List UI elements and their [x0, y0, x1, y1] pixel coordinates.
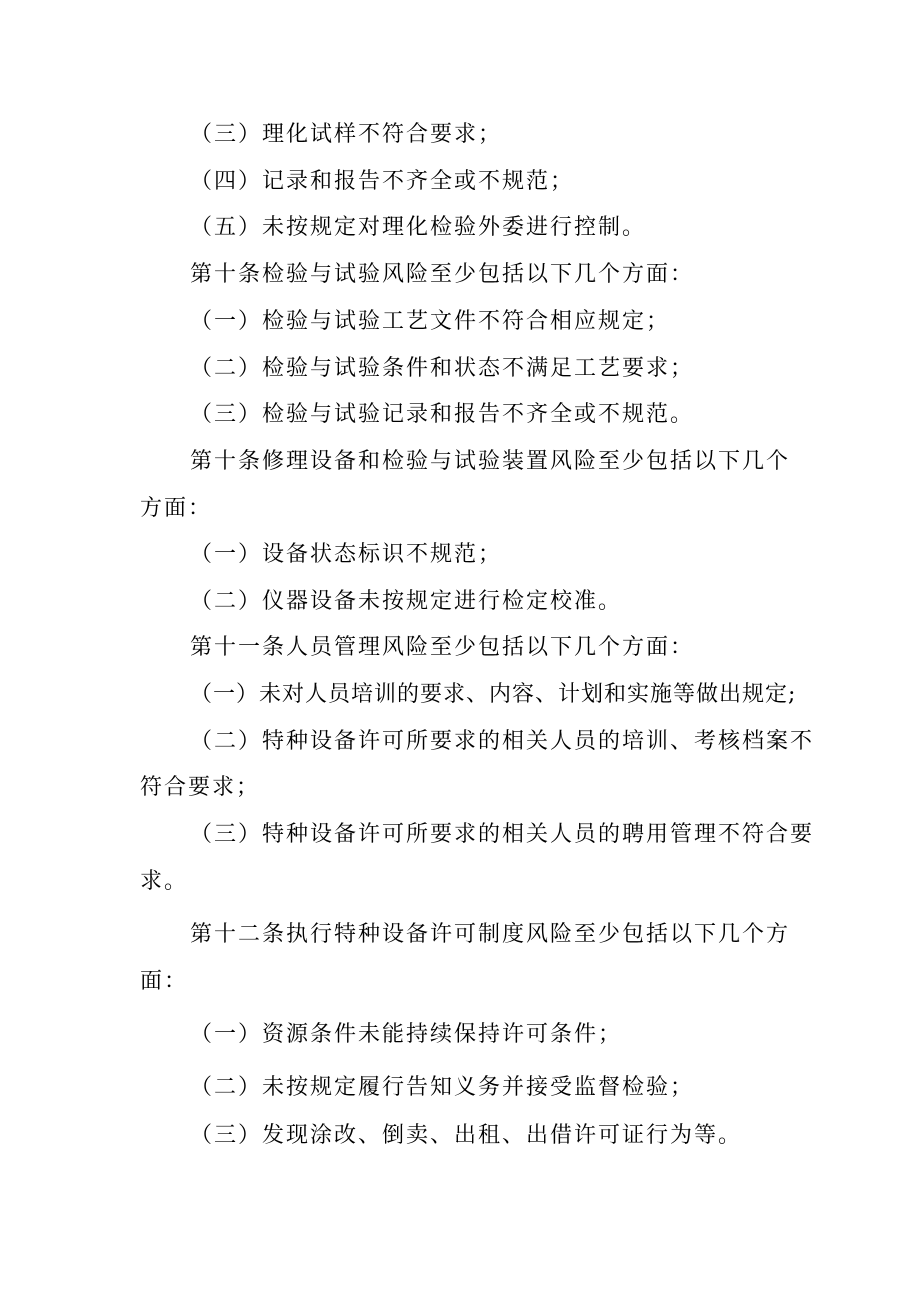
text-line: （二）检验与试验条件和状态不满足工艺要求；: [190, 356, 695, 381]
text-line: （三）检验与试验记录和报告不齐全或不规范。: [190, 402, 695, 427]
text-line: （一）检验与试验工艺文件不符合相应规定；: [190, 309, 671, 334]
text-line: （二）仪器设备未按规定进行检定校准。: [190, 589, 623, 614]
text-line: （二）特种设备许可所要求的相关人员的培训、考核档案不: [190, 729, 815, 754]
article-heading: 第十条检验与试验风险至少包括以下几个方面：: [190, 262, 695, 287]
text-line: （一）未对人员培训的要求、内容、计划和实施等做出规定;: [190, 682, 797, 707]
text-line-continuation: 面：: [140, 969, 189, 994]
article-heading: 第十二条执行特种设备许可制度风险至少包括以下几个方: [190, 922, 791, 947]
article-heading: 第十一条人员管理风险至少包括以下几个方面：: [190, 635, 695, 660]
text-line: （四）记录和报告不齐全或不规范；: [190, 169, 575, 194]
text-line: （三）理化试样不符合要求；: [190, 122, 503, 147]
text-line: （二）未按规定履行告知义务并接受监督检验；: [190, 1075, 695, 1100]
text-line: （五）未按规定对理化检验外委进行控制。: [190, 215, 647, 240]
article-heading: 第十条修理设备和检验与试验装置风险至少包括以下几个: [190, 449, 791, 474]
text-line: （三）特种设备许可所要求的相关人员的聘用管理不符合要: [190, 822, 815, 847]
text-line: （三）发现涂改、倒卖、出租、出借许可证行为等。: [190, 1123, 743, 1148]
text-line-continuation: 方面：: [140, 496, 213, 521]
text-line: （一）设备状态标识不规范；: [190, 542, 503, 567]
text-line: （一）资源条件未能持续保持许可条件；: [190, 1022, 623, 1047]
text-line-continuation: 求。: [140, 869, 189, 894]
text-line-continuation: 符合要求；: [140, 775, 261, 800]
